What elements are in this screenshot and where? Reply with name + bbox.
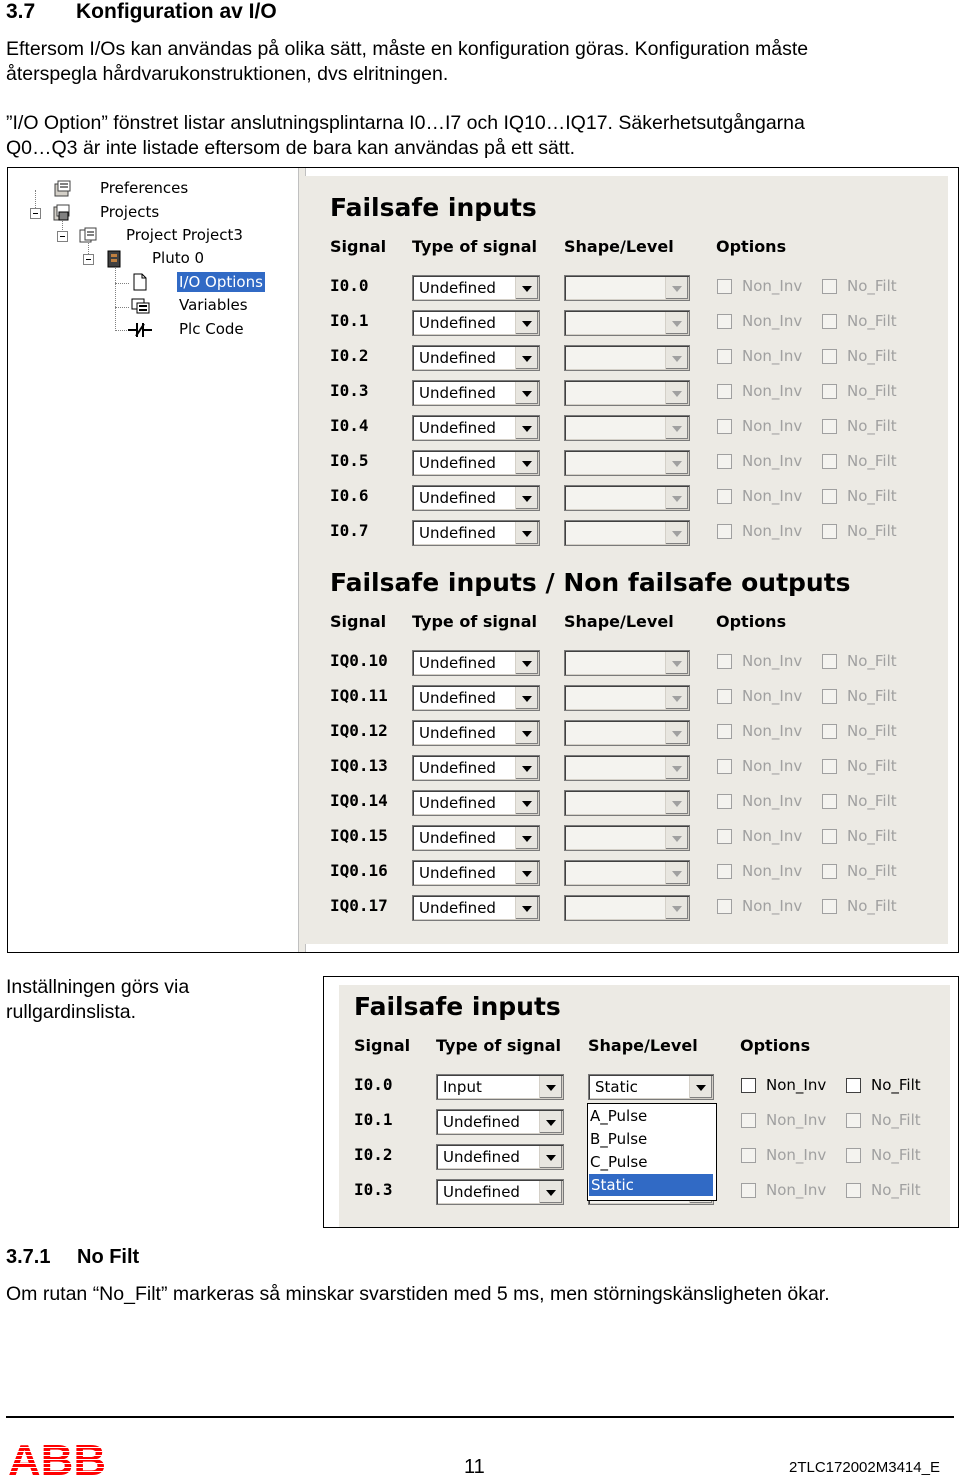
non-inv-label: Non_Inv bbox=[742, 522, 803, 540]
section-title: Konfiguration av I/O bbox=[76, 0, 277, 23]
chevron-down-icon[interactable] bbox=[515, 277, 538, 299]
signal-label: I0.2 bbox=[354, 1145, 393, 1164]
signal-label: I0.4 bbox=[330, 416, 369, 435]
type-of-signal-select[interactable] bbox=[412, 755, 540, 781]
type-of-signal-value: Undefined bbox=[419, 724, 496, 742]
panel2-header-signal: Signal bbox=[330, 612, 387, 631]
non-inv-checkbox[interactable] bbox=[717, 829, 732, 844]
panel1-header-type: Type of signal bbox=[412, 237, 537, 256]
dropdown-panel bbox=[339, 985, 950, 1227]
page-number: 11 bbox=[464, 1456, 485, 1478]
paragraph-2-line-2: Q0…Q3 är inte listade eftersom de bara kan användas på ett sätt. bbox=[6, 137, 576, 159]
chevron-down-icon[interactable] bbox=[665, 347, 688, 369]
chevron-down-icon[interactable] bbox=[665, 722, 688, 744]
no-filt-label: No_Filt bbox=[871, 1181, 921, 1199]
type-of-signal-value: Undefined bbox=[419, 314, 496, 332]
non-inv-checkbox[interactable] bbox=[717, 794, 732, 809]
type-of-signal-select[interactable] bbox=[412, 310, 540, 336]
panel2-row bbox=[304, 824, 959, 854]
no-filt-checkbox[interactable] bbox=[822, 689, 837, 704]
shape-level-select[interactable] bbox=[564, 685, 690, 711]
no-filt-label: No_Filt bbox=[847, 277, 897, 295]
panel1-row bbox=[304, 414, 959, 444]
signal-label: I0.1 bbox=[330, 311, 369, 330]
project-tree bbox=[8, 168, 298, 952]
type-of-signal-value: Undefined bbox=[419, 454, 496, 472]
non-inv-checkbox[interactable] bbox=[717, 349, 732, 364]
io-options-screenshot bbox=[7, 167, 959, 953]
chevron-down-icon[interactable] bbox=[515, 897, 538, 919]
panel2-title: Failsafe inputs / Non failsafe outputs bbox=[330, 568, 851, 597]
tree-item-preferences[interactable]: Preferences bbox=[100, 179, 189, 197]
non-inv-label: Non_Inv bbox=[766, 1146, 827, 1164]
no-filt-checkbox[interactable] bbox=[822, 794, 837, 809]
document-id: 2TLC172002M3414_E bbox=[789, 1459, 940, 1476]
tree-item-projects[interactable]: Projects bbox=[100, 203, 160, 221]
non-inv-checkbox[interactable] bbox=[717, 279, 732, 294]
signal-label: I0.0 bbox=[354, 1075, 393, 1094]
type-of-signal-select[interactable] bbox=[412, 380, 540, 406]
no-filt-checkbox[interactable] bbox=[822, 454, 837, 469]
non-inv-checkbox[interactable] bbox=[717, 384, 732, 399]
chevron-down-icon[interactable] bbox=[665, 792, 688, 814]
chevron-down-icon[interactable] bbox=[539, 1181, 562, 1203]
chevron-down-icon[interactable] bbox=[515, 652, 538, 674]
non-inv-checkbox[interactable] bbox=[741, 1113, 756, 1128]
chevron-down-icon[interactable] bbox=[539, 1076, 562, 1098]
no-filt-label: No_Filt bbox=[847, 452, 897, 470]
type-of-signal-select[interactable] bbox=[412, 415, 540, 441]
tree-item-plc-code[interactable]: Plc Code bbox=[179, 320, 244, 338]
non-inv-label: Non_Inv bbox=[742, 827, 803, 845]
non-inv-label: Non_Inv bbox=[742, 687, 803, 705]
document-icon bbox=[131, 273, 147, 289]
panel2-row bbox=[304, 894, 959, 924]
no-filt-checkbox[interactable] bbox=[846, 1148, 861, 1163]
panel3-row bbox=[328, 1073, 959, 1103]
signal-label: IQ0.17 bbox=[330, 896, 388, 915]
type-of-signal-select[interactable] bbox=[436, 1179, 564, 1205]
no-filt-checkbox[interactable] bbox=[822, 384, 837, 399]
type-of-signal-select[interactable] bbox=[412, 720, 540, 746]
panel3-title: Failsafe inputs bbox=[354, 992, 561, 1021]
signal-label: IQ0.11 bbox=[330, 686, 388, 705]
type-of-signal-select[interactable] bbox=[436, 1144, 564, 1170]
signal-label: I0.0 bbox=[330, 276, 369, 295]
shape-level-select[interactable] bbox=[564, 860, 690, 886]
panel2-row bbox=[304, 684, 959, 714]
chevron-down-icon[interactable] bbox=[665, 487, 688, 509]
no-filt-checkbox[interactable] bbox=[822, 524, 837, 539]
tree-item-project3[interactable]: Project Project3 bbox=[126, 226, 243, 244]
shape-level-select[interactable] bbox=[588, 1074, 714, 1100]
chevron-down-icon[interactable] bbox=[665, 277, 688, 299]
shape-level-select[interactable] bbox=[564, 790, 690, 816]
non-inv-label: Non_Inv bbox=[742, 312, 803, 330]
panel1-row bbox=[304, 519, 959, 549]
shape-level-select[interactable] bbox=[564, 895, 690, 921]
non-inv-label: Non_Inv bbox=[766, 1111, 827, 1129]
type-of-signal-value: Undefined bbox=[443, 1148, 520, 1166]
type-of-signal-select[interactable] bbox=[412, 520, 540, 546]
type-of-signal-value: Undefined bbox=[419, 759, 496, 777]
no-filt-label: No_Filt bbox=[847, 687, 897, 705]
dropdown-option[interactable]: A_Pulse bbox=[590, 1107, 648, 1125]
type-of-signal-value: Undefined bbox=[419, 349, 496, 367]
no-filt-checkbox[interactable] bbox=[822, 654, 837, 669]
panel2-header-type: Type of signal bbox=[412, 612, 537, 631]
dropdown-option[interactable]: Static bbox=[589, 1174, 713, 1196]
tree-item-io-options[interactable]: I/O Options bbox=[179, 273, 263, 291]
no-filt-checkbox[interactable] bbox=[822, 864, 837, 879]
type-of-signal-select[interactable] bbox=[412, 345, 540, 371]
signal-label: IQ0.12 bbox=[330, 721, 388, 740]
chevron-down-icon[interactable] bbox=[515, 312, 538, 334]
chevron-down-icon[interactable] bbox=[539, 1111, 562, 1133]
no-filt-checkbox[interactable] bbox=[822, 759, 837, 774]
no-filt-label: No_Filt bbox=[847, 862, 897, 880]
non-inv-label: Non_Inv bbox=[742, 792, 803, 810]
panel2-row bbox=[304, 754, 959, 784]
type-of-signal-value: Undefined bbox=[419, 899, 496, 917]
non-inv-label: Non_Inv bbox=[742, 897, 803, 915]
signal-label: IQ0.15 bbox=[330, 826, 388, 845]
shape-level-select[interactable] bbox=[564, 380, 690, 406]
panel1-title: Failsafe inputs bbox=[330, 193, 537, 222]
signal-label: IQ0.14 bbox=[330, 791, 388, 810]
type-of-signal-value: Undefined bbox=[419, 489, 496, 507]
chevron-down-icon[interactable] bbox=[665, 687, 688, 709]
chevron-down-icon[interactable] bbox=[515, 757, 538, 779]
type-of-signal-select[interactable] bbox=[412, 650, 540, 676]
panel1-header-shape: Shape/Level bbox=[564, 237, 674, 256]
non-inv-label: Non_Inv bbox=[766, 1181, 827, 1199]
chevron-down-icon[interactable] bbox=[515, 862, 538, 884]
non-inv-label: Non_Inv bbox=[766, 1076, 827, 1094]
caption-line-1: Inställningen görs via bbox=[6, 976, 190, 998]
non-inv-checkbox[interactable] bbox=[717, 489, 732, 504]
collapse-project3-icon[interactable] bbox=[57, 231, 68, 242]
plc-code-icon bbox=[128, 321, 144, 337]
no-filt-label: No_Filt bbox=[847, 417, 897, 435]
preferences-icon bbox=[52, 180, 68, 196]
chevron-down-icon[interactable] bbox=[665, 862, 688, 884]
panel1-header-options: Options bbox=[716, 237, 787, 256]
panel2-row bbox=[304, 789, 959, 819]
type-of-signal-value: Undefined bbox=[419, 794, 496, 812]
panel2-row bbox=[304, 719, 959, 749]
footer-rule bbox=[6, 1416, 954, 1418]
dropdown-option[interactable]: B_Pulse bbox=[590, 1130, 648, 1148]
panel1-row bbox=[304, 484, 959, 514]
non-inv-label: Non_Inv bbox=[742, 862, 803, 880]
shape-dropdown-list[interactable] bbox=[587, 1103, 717, 1201]
no-filt-label: No_Filt bbox=[847, 347, 897, 365]
panel3-header-shape: Shape/Level bbox=[588, 1036, 698, 1055]
non-inv-label: Non_Inv bbox=[742, 452, 803, 470]
shape-level-select[interactable] bbox=[564, 825, 690, 851]
non-inv-checkbox[interactable] bbox=[717, 899, 732, 914]
signal-label: IQ0.13 bbox=[330, 756, 388, 775]
no-filt-checkbox[interactable] bbox=[846, 1113, 861, 1128]
chevron-down-icon[interactable] bbox=[665, 757, 688, 779]
abb-logo bbox=[8, 1440, 108, 1478]
chevron-down-icon[interactable] bbox=[515, 452, 538, 474]
chevron-down-icon[interactable] bbox=[515, 382, 538, 404]
panel1-row bbox=[304, 309, 959, 339]
signal-label: I0.1 bbox=[354, 1110, 393, 1129]
non-inv-checkbox[interactable] bbox=[717, 654, 732, 669]
no-filt-label: No_Filt bbox=[871, 1076, 921, 1094]
chevron-down-icon[interactable] bbox=[665, 382, 688, 404]
caption-line-2: rullgardinslista. bbox=[6, 1001, 137, 1023]
shape-level-select[interactable] bbox=[564, 520, 690, 546]
shape-level-select[interactable] bbox=[564, 345, 690, 371]
non-inv-label: Non_Inv bbox=[742, 382, 803, 400]
non-inv-checkbox[interactable] bbox=[717, 864, 732, 879]
chevron-down-icon[interactable] bbox=[665, 827, 688, 849]
signal-label: I0.6 bbox=[330, 486, 369, 505]
type-of-signal-value: Undefined bbox=[419, 419, 496, 437]
type-of-signal-select[interactable] bbox=[436, 1109, 564, 1135]
type-of-signal-select[interactable] bbox=[412, 895, 540, 921]
io-options-panel bbox=[304, 176, 948, 944]
no-filt-label: No_Filt bbox=[847, 312, 897, 330]
no-filt-checkbox[interactable] bbox=[822, 279, 837, 294]
signal-label: I0.3 bbox=[354, 1180, 393, 1199]
chevron-down-icon[interactable] bbox=[515, 417, 538, 439]
panel3-header-options: Options bbox=[740, 1036, 811, 1055]
non-inv-label: Non_Inv bbox=[742, 417, 803, 435]
no-filt-label: No_Filt bbox=[847, 652, 897, 670]
shape-level-value: Static bbox=[595, 1078, 638, 1096]
signal-label: IQ0.16 bbox=[330, 861, 388, 880]
dropdown-screenshot bbox=[323, 976, 959, 1228]
non-inv-label: Non_Inv bbox=[742, 757, 803, 775]
chevron-down-icon[interactable] bbox=[665, 522, 688, 544]
shape-level-select[interactable] bbox=[564, 650, 690, 676]
subsection-number: 3.7.1 bbox=[6, 1246, 51, 1268]
non-inv-label: Non_Inv bbox=[742, 652, 803, 670]
non-inv-label: Non_Inv bbox=[742, 277, 803, 295]
non-inv-label: Non_Inv bbox=[742, 347, 803, 365]
non-inv-checkbox[interactable] bbox=[741, 1078, 756, 1093]
chevron-down-icon[interactable] bbox=[515, 722, 538, 744]
signal-label: I0.5 bbox=[330, 451, 369, 470]
no-filt-label: No_Filt bbox=[847, 757, 897, 775]
chevron-down-icon[interactable] bbox=[665, 312, 688, 334]
no-filt-checkbox[interactable] bbox=[822, 899, 837, 914]
no-filt-checkbox[interactable] bbox=[822, 829, 837, 844]
type-of-signal-select[interactable] bbox=[412, 825, 540, 851]
type-of-signal-value: Undefined bbox=[419, 654, 496, 672]
shape-level-select[interactable] bbox=[564, 275, 690, 301]
panel3-header-type: Type of signal bbox=[436, 1036, 561, 1055]
panel2-row bbox=[304, 859, 959, 889]
type-of-signal-value: Undefined bbox=[443, 1183, 520, 1201]
panel3-header-signal: Signal bbox=[354, 1036, 411, 1055]
no-filt-label: No_Filt bbox=[847, 487, 897, 505]
signal-label: I0.3 bbox=[330, 381, 369, 400]
signal-label: IQ0.10 bbox=[330, 651, 388, 670]
no-filt-checkbox[interactable] bbox=[822, 314, 837, 329]
no-filt-checkbox[interactable] bbox=[822, 419, 837, 434]
no-filt-label: No_Filt bbox=[847, 382, 897, 400]
type-of-signal-select[interactable] bbox=[412, 790, 540, 816]
non-inv-label: Non_Inv bbox=[742, 487, 803, 505]
nofilt-text: Om rutan “No_Filt” markeras så minskar svarstiden med 5 ms, men störningskänsligheten ökar. bbox=[6, 1283, 830, 1305]
chevron-down-icon[interactable] bbox=[665, 452, 688, 474]
shape-level-select[interactable] bbox=[564, 310, 690, 336]
tree-item-variables[interactable]: Variables bbox=[179, 296, 248, 314]
non-inv-checkbox[interactable] bbox=[717, 759, 732, 774]
panel2-header-options: Options bbox=[716, 612, 787, 631]
non-inv-checkbox[interactable] bbox=[717, 524, 732, 539]
collapse-projects-icon[interactable] bbox=[30, 208, 41, 219]
project-icon bbox=[79, 227, 95, 243]
subsection-title: No Filt bbox=[77, 1246, 140, 1268]
chevron-down-icon[interactable] bbox=[515, 487, 538, 509]
tree-item-pluto[interactable]: Pluto 0 bbox=[152, 249, 205, 267]
chevron-down-icon[interactable] bbox=[665, 652, 688, 674]
shape-level-select[interactable] bbox=[564, 415, 690, 441]
section-number: 3.7 bbox=[6, 0, 36, 23]
type-of-signal-select[interactable] bbox=[412, 685, 540, 711]
shape-level-select[interactable] bbox=[564, 450, 690, 476]
chevron-down-icon[interactable] bbox=[689, 1076, 712, 1098]
type-of-signal-value: Undefined bbox=[419, 864, 496, 882]
non-inv-checkbox[interactable] bbox=[741, 1148, 756, 1163]
type-of-signal-value: Undefined bbox=[419, 829, 496, 847]
plc-unit-icon bbox=[105, 250, 121, 266]
paragraph-1-line-2: återspegla hårdvarukonstruktionen, dvs elritningen. bbox=[6, 63, 449, 85]
non-inv-checkbox[interactable] bbox=[741, 1183, 756, 1198]
panel1-row bbox=[304, 344, 959, 374]
collapse-pluto-icon[interactable] bbox=[83, 254, 94, 265]
chevron-down-icon[interactable] bbox=[515, 522, 538, 544]
chevron-down-icon[interactable] bbox=[515, 792, 538, 814]
shape-level-select[interactable] bbox=[564, 720, 690, 746]
no-filt-checkbox[interactable] bbox=[822, 349, 837, 364]
panel1-row bbox=[304, 274, 959, 304]
type-of-signal-value: Input bbox=[443, 1078, 482, 1096]
type-of-signal-value: Undefined bbox=[419, 384, 496, 402]
chevron-down-icon[interactable] bbox=[539, 1146, 562, 1168]
shape-level-select[interactable] bbox=[564, 755, 690, 781]
chevron-down-icon[interactable] bbox=[515, 687, 538, 709]
panel1-header-signal: Signal bbox=[330, 237, 387, 256]
no-filt-checkbox[interactable] bbox=[846, 1183, 861, 1198]
non-inv-checkbox[interactable] bbox=[717, 724, 732, 739]
non-inv-label: Non_Inv bbox=[742, 722, 803, 740]
chevron-down-icon[interactable] bbox=[515, 827, 538, 849]
panel1-row bbox=[304, 449, 959, 479]
panel2-row bbox=[304, 649, 959, 679]
type-of-signal-select[interactable] bbox=[436, 1074, 564, 1100]
no-filt-label: No_Filt bbox=[871, 1111, 921, 1129]
chevron-down-icon[interactable] bbox=[665, 417, 688, 439]
svg-text:ABB: ABB bbox=[8, 1440, 107, 1478]
type-of-signal-select[interactable] bbox=[412, 860, 540, 886]
no-filt-label: No_Filt bbox=[847, 792, 897, 810]
no-filt-label: No_Filt bbox=[871, 1146, 921, 1164]
no-filt-label: No_Filt bbox=[847, 522, 897, 540]
no-filt-label: No_Filt bbox=[847, 722, 897, 740]
chevron-down-icon[interactable] bbox=[515, 347, 538, 369]
paragraph-2-line-1: ”I/O Option” fönstret listar anslutningsplintarna I0…I7 och IQ10…IQ17. Säkerhetsutgångarna bbox=[6, 112, 805, 134]
type-of-signal-select[interactable] bbox=[412, 275, 540, 301]
type-of-signal-select[interactable] bbox=[412, 450, 540, 476]
type-of-signal-select[interactable] bbox=[412, 485, 540, 511]
panel1-row bbox=[304, 379, 959, 409]
dropdown-option[interactable]: C_Pulse bbox=[590, 1153, 648, 1171]
type-of-signal-value: Undefined bbox=[419, 689, 496, 707]
signal-label: I0.2 bbox=[330, 346, 369, 365]
no-filt-checkbox[interactable] bbox=[822, 489, 837, 504]
type-of-signal-value: Undefined bbox=[443, 1113, 520, 1131]
non-inv-checkbox[interactable] bbox=[717, 314, 732, 329]
shape-level-select[interactable] bbox=[564, 485, 690, 511]
panel2-header-shape: Shape/Level bbox=[564, 612, 674, 631]
variables-icon bbox=[131, 297, 147, 313]
type-of-signal-value: Undefined bbox=[419, 279, 496, 297]
paragraph-1-line-1: Eftersom I/Os kan användas på olika sätt, måste en konfiguration göras. Konfiguration måste bbox=[6, 38, 809, 60]
no-filt-label: No_Filt bbox=[847, 897, 897, 915]
non-inv-checkbox[interactable] bbox=[717, 454, 732, 469]
no-filt-checkbox[interactable] bbox=[822, 724, 837, 739]
no-filt-checkbox[interactable] bbox=[846, 1078, 861, 1093]
signal-label: I0.7 bbox=[330, 521, 369, 540]
type-of-signal-value: Undefined bbox=[419, 524, 496, 542]
chevron-down-icon[interactable] bbox=[665, 897, 688, 919]
projects-icon bbox=[52, 204, 68, 220]
no-filt-label: No_Filt bbox=[847, 827, 897, 845]
non-inv-checkbox[interactable] bbox=[717, 689, 732, 704]
non-inv-checkbox[interactable] bbox=[717, 419, 732, 434]
